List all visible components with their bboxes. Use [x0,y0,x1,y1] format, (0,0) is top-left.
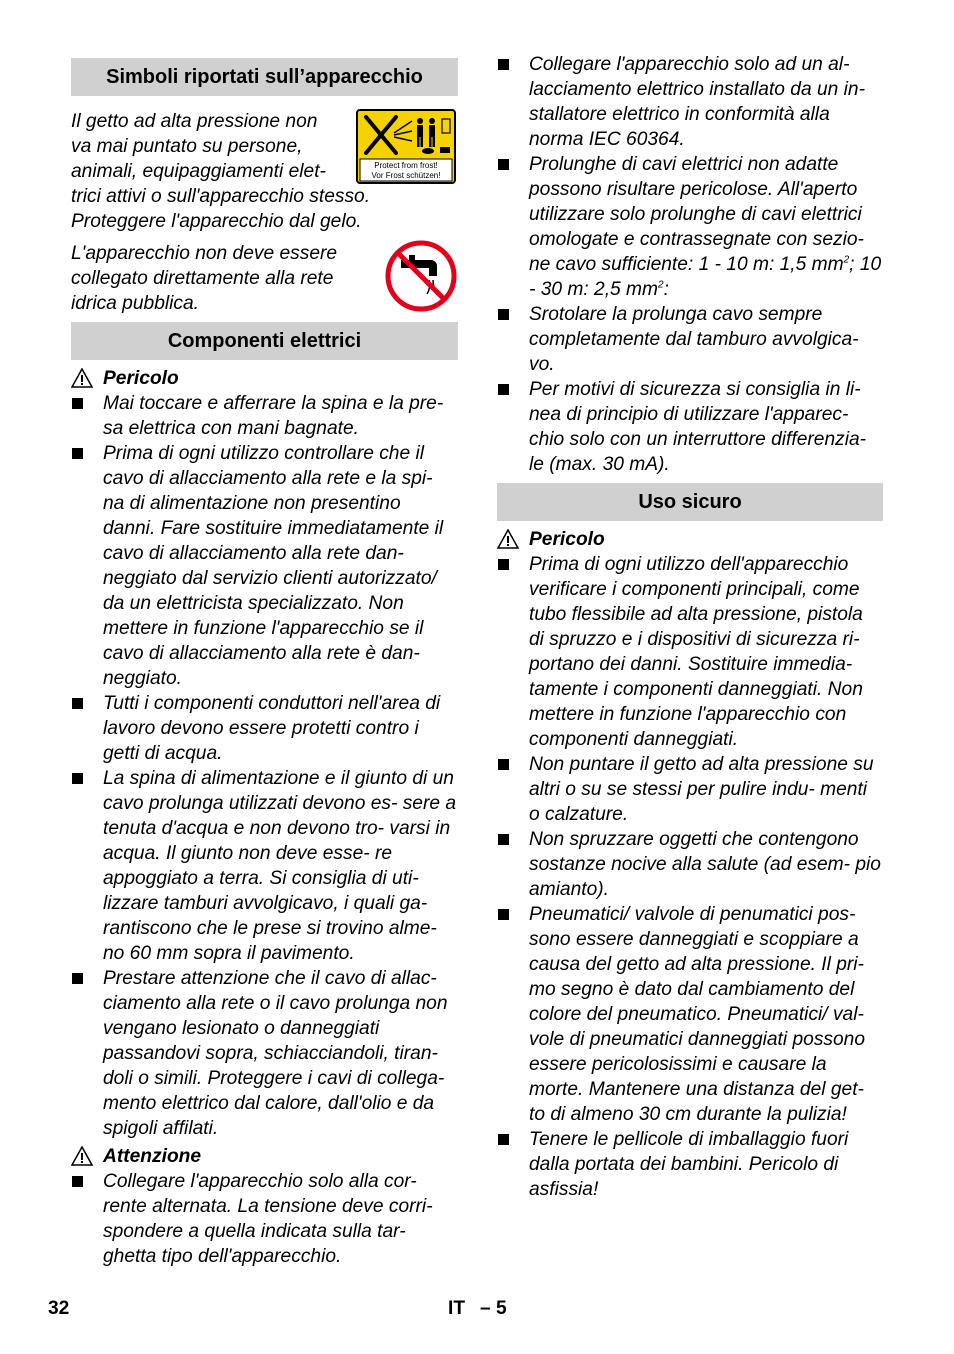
warning-triangle-icon [497,529,519,549]
list-item: Collegare l'apparecchio solo ad un al- lacciamento elettrico installato da un in- stallatore elettrico in conformità alla norma IEC 60364. [497,52,883,152]
symbol1-text: Il getto ad alta pressione non va mai puntato su persone, animali, equipaggiamenti elet- trici attivi o sull'apparecchio stesso. Proteggere l'apparecchio dal gelo. [71,111,371,232]
caution-label: Attenzione [71,1144,201,1169]
list-item: Prolunghe di cavi elettrici non adatte possono risultare pericolose. All'aperto utilizzare solo prolunghe di cavi elettrici omologate e contrassegnate con sezio- ne cavo sufficiente: 1 - 10 m: 1,5 $mm^2$; 10 - 30 m: 2,5 $mm^2$: [497,152,883,302]
list-item: Tutti i componenti conduttori nell'area di lavoro devono essere protetti contro i getti di acqua. [71,691,458,766]
no-direct-water-connection-icon [385,240,457,312]
list-item: Per motivi di sicurezza si consiglia in li- nea di principio di utilizzare l'apparec- chio solo con un interruttore differenzia- le (max. 30 mA). [497,377,883,477]
electric-caution-list [71,1169,458,1269]
list-item: Non puntare il getto ad alta pressione su altri o su se stessi per pulire indu- menti o calzature. [497,752,883,827]
warning-triangle-icon [71,368,93,388]
electric-components-heading: Componenti elettrici [71,322,458,360]
list-item: Tenere le pellicole di imballaggio fuori dalla portata dei bambini. Pericolo di asfissia! [497,1127,883,1202]
list-item: Non spruzzare oggetti che contengono sostanze nocive alla salute (ad esem- pio amianto). [497,827,883,902]
safe-use-heading: Uso sicuro [497,483,883,521]
frost-label-de: Vor Frost schützen! [371,171,441,180]
danger-label: Pericolo [497,527,605,552]
list-item: Collegare l'apparecchio solo alla cor- rente alternata. La tensione deve corri- spondere a quella indicata sulla tar- ghetta tipo dell'apparecchio. [71,1169,458,1269]
safe-use-danger-list [497,552,883,1202]
list-item: La spina di alimentazione e il giunto di un cavo prolunga utilizzati devono es- sere a tenuta d'acqua e non devono tro- varsi in acqua. Il giunto non deve esse- re appoggiato a terra. Si consiglia di uti- lizzare tamburi avvolgicavo, i quali ga- rantiscono che le prese si trovino alme- no 60 mm sopra il pavimento. [71,766,458,966]
list-item: Prestare attenzione che il cavo di allac- ciamento alla rete o il cavo prolunga non vengano lesionato o danneggiati passandovi sopra, schiacciandoli, tiran- doli o simili. Proteggere i cavi di collega- mento elettrico dal calore, dall'olio e da spigoli affilati. [71,966,458,1141]
list-item: Srotolare la prolunga cavo sempre completamente dal tamburo avvolgica- vo. [497,302,883,377]
section-number: – 5 [480,1298,507,1319]
danger-label: Pericolo [71,366,179,391]
list-item: Mai toccare e afferrare la spina e la pre- sa elettrica con mani bagnate. [71,391,458,441]
electric-danger-list [71,391,458,1141]
frost-label-en: Protect from frost! [374,161,438,170]
warning-triangle-icon [71,1146,93,1166]
language-code: IT [448,1298,466,1319]
list-item: Prima di ogni utilizzo controllare che il cavo di allacciamento alla rete e la spi- na di alimentazione non presentino danni. Fare sostituire immediatamente il cavo di allacciamento alla rete dan- neggiato dal servizio clienti autorizzato/ da un elettricista specializzato. Non mettere in funzione l'apparecchio se il cavo di allacciamento alla rete è dan- neggiato. [71,441,458,691]
list-item: Pneumatici/ valvole di penumatici pos- sono essere danneggiati e scoppiare a causa del getto ad alta pressione. Il pri- mo segno è dato dal cambiamento del colore del pneumatico. Pneumatici/ val- vole di pneumatici danneggiati possono essere pericolosissimi e causare la morte. Mantenere una distanza del get- to di almeno 30 cm durante la pulizia! [497,902,883,1127]
symbol2-text: L'apparecchio non deve essere collegato direttamente alla rete idrica pubblica. [71,243,338,314]
symbols-heading: Simboli riportati sull’apparecchio [71,58,458,96]
list-item: Prima di ogni utilizzo dell'apparecchio verificare i componenti principali, come tubo flessibile ad alta pressione, pistola di spruzzo e i dispositivi di sicurezza ri- portano dei danni. Sostituire immedia- tamente i componenti danneggiati. Non mettere in funzione l'apparecchio con componenti danneggiati. [497,552,883,752]
high-pressure-warning-symbol [356,109,456,184]
page-number: 32 [48,1298,70,1319]
electric-continued-list [497,52,883,477]
